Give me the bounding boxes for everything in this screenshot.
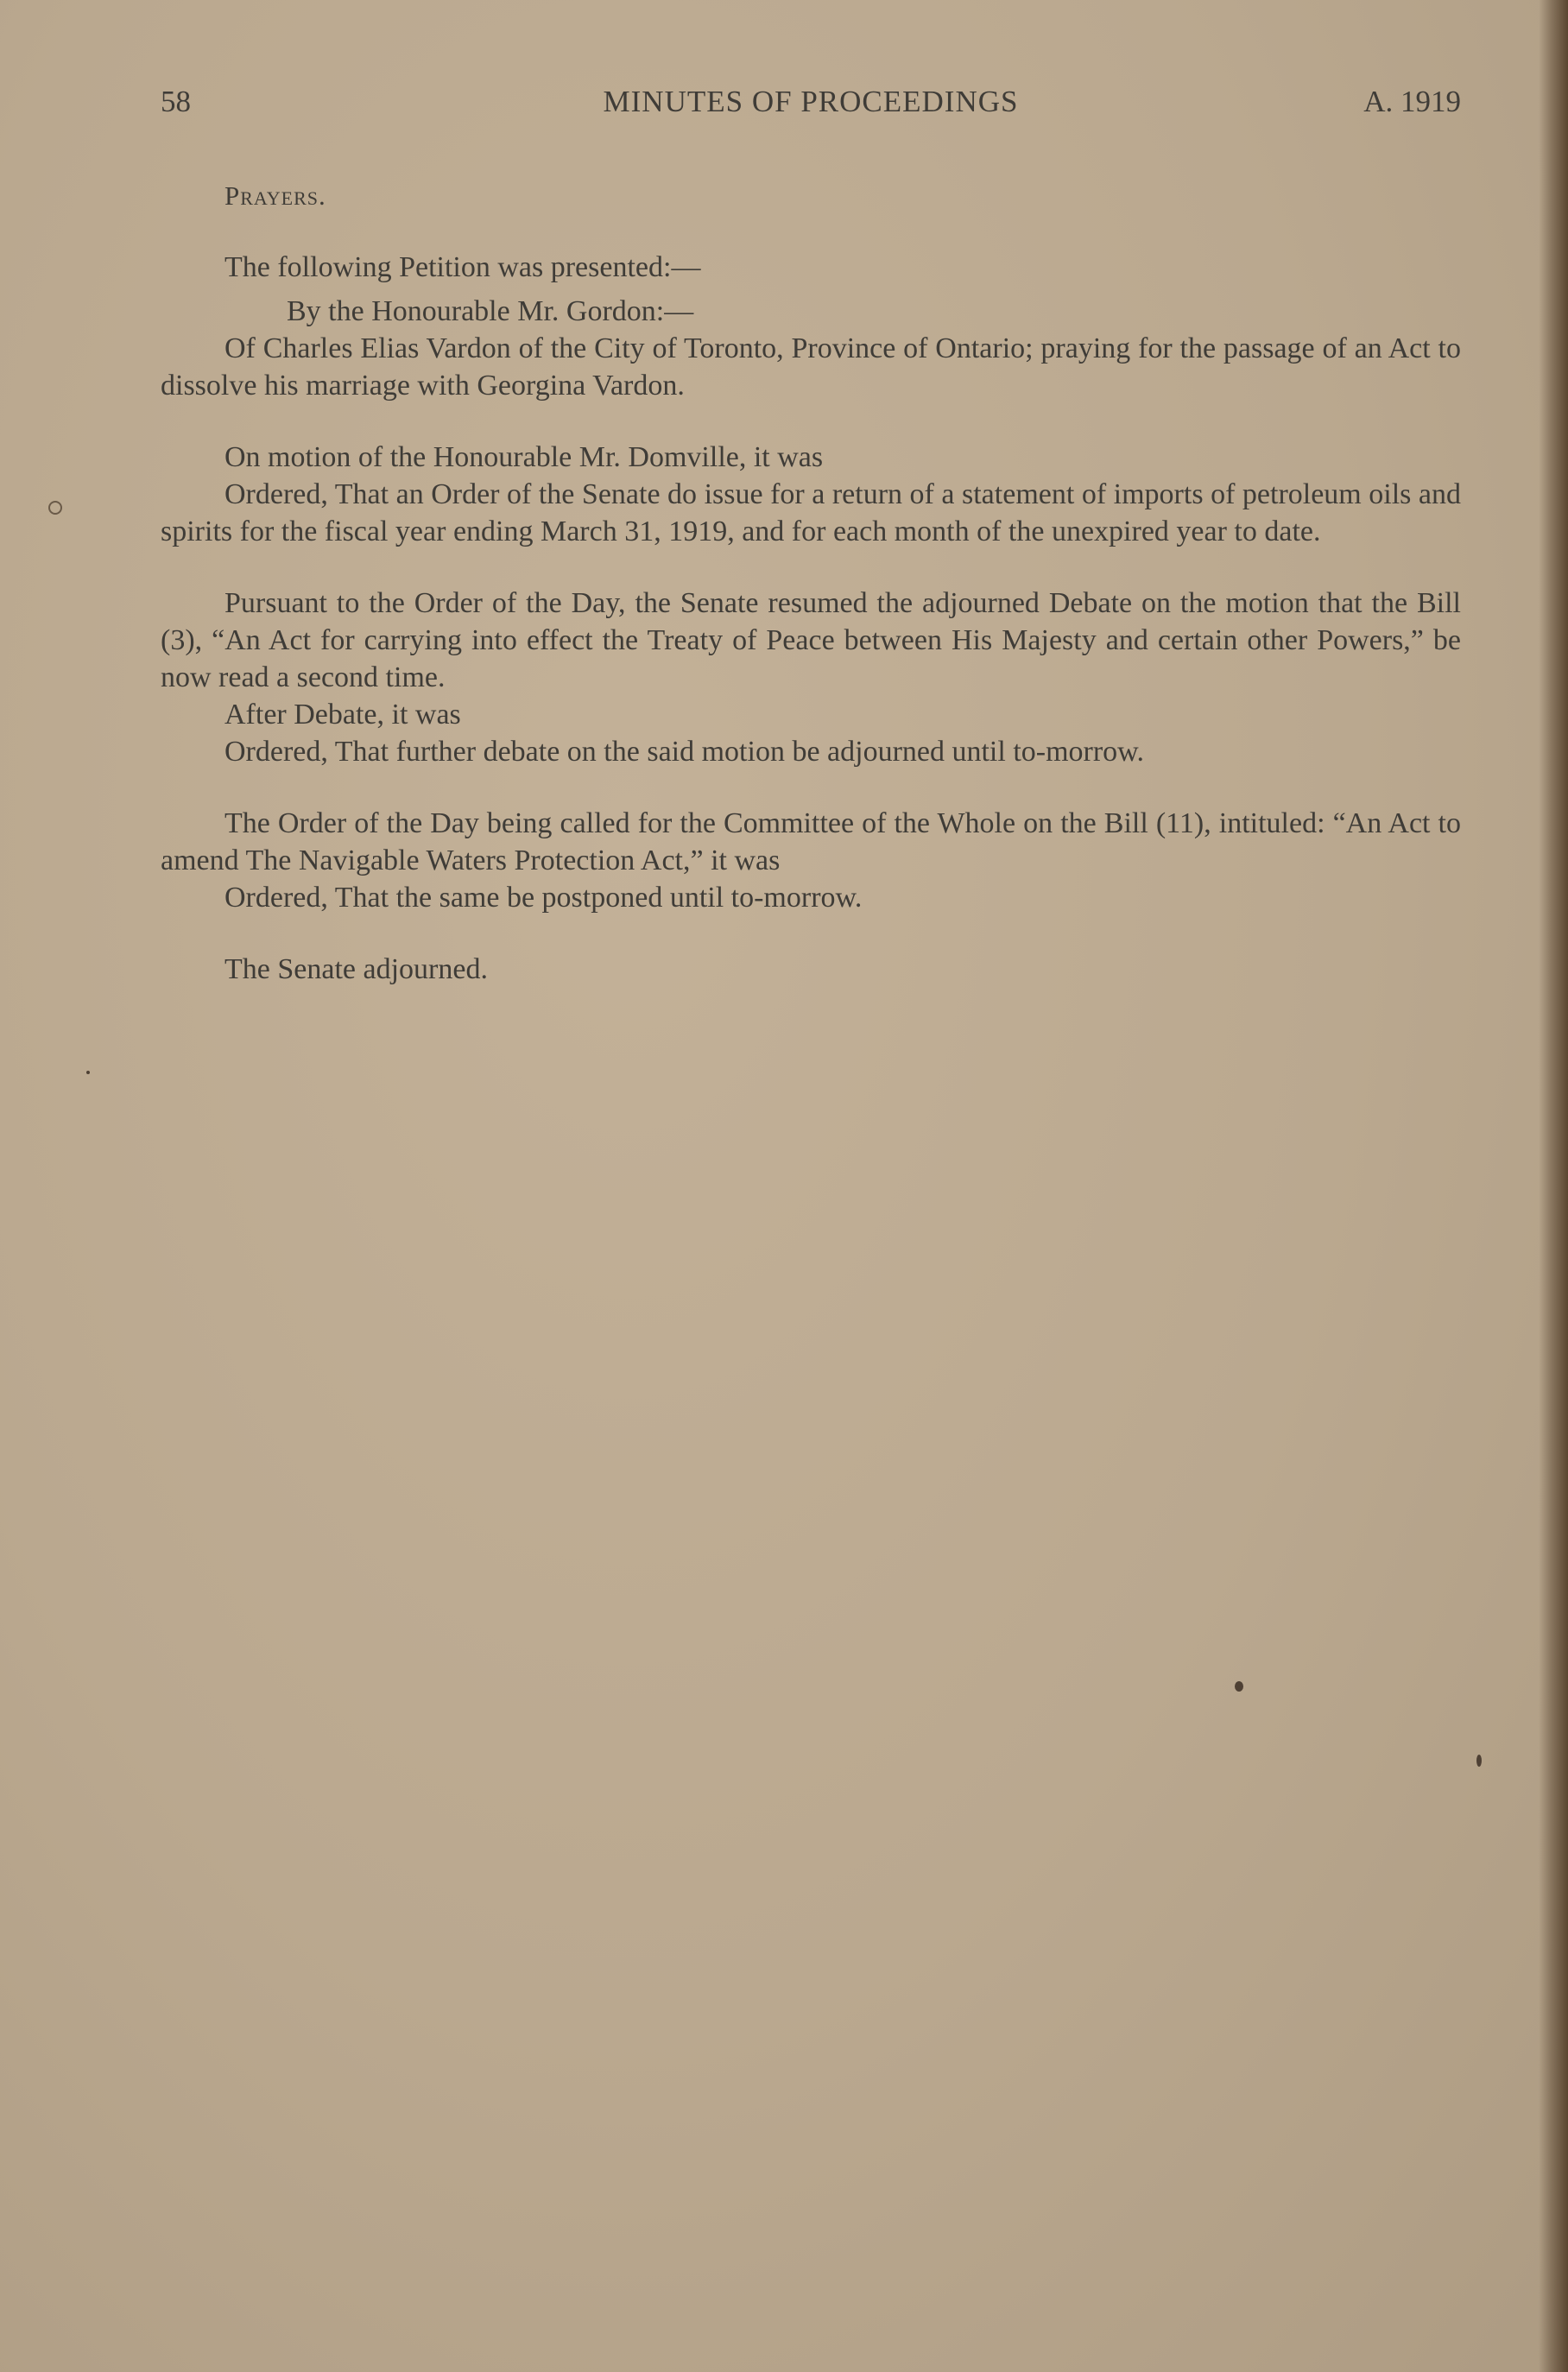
page-edge-shadow (1539, 0, 1568, 2372)
committee-paragraph: The Order of the Day being called for the Committee of the Whole on the Bill (11), intituled: “An Act to amend The Navigable Waters Protection Act,” it was (161, 807, 1461, 876)
header-year: A. 1919 (1363, 85, 1461, 118)
paper-speck (1476, 1755, 1482, 1767)
petition-presenter: By the Honourable Mr. Gordon:— (287, 295, 694, 327)
after-debate: After Debate, it was (224, 699, 461, 731)
paper-speck (86, 1071, 90, 1074)
debate-paragraph: Pursuant to the Order of the Day, the Senate resumed the adjourned Debate on the motion that the Bill (3), “An Act for carrying into effect the Treaty of Peace between His Majesty and certain other Powers,” be now read a second time. (161, 587, 1461, 693)
committee-order: Ordered, That the same be postponed until to-morrow. (224, 882, 863, 914)
motion-order: Ordered, That an Order of the Senate do issue for a return of a statement of imports of petroleum oils and spirits for the fiscal year ending March 31, 1919, and for each month of the unexpired year to date. (161, 478, 1461, 547)
running-title: MINUTES OF PROCEEDINGS (603, 85, 1019, 118)
adjournment-line: The Senate adjourned. (224, 953, 488, 985)
page-body (161, 177, 1461, 988)
page-header (161, 85, 1461, 128)
petition-intro: The following Petition was presented:— (224, 251, 701, 283)
paper-speck (48, 501, 62, 515)
paper-speck (1235, 1681, 1243, 1692)
petition-text: Of Charles Elias Vardon of the City of Toronto, Province of Ontario; praying for the passage of an Act to dissolve his marriage with Georgina Vardon. (161, 332, 1461, 402)
debate-order: Ordered, That further debate on the said motion be adjourned until to-morrow. (224, 736, 1145, 768)
motion-intro: On motion of the Honourable Mr. Domville, it was (224, 441, 824, 473)
section-heading: Prayers. (224, 180, 326, 211)
page-number: 58 (161, 85, 191, 118)
